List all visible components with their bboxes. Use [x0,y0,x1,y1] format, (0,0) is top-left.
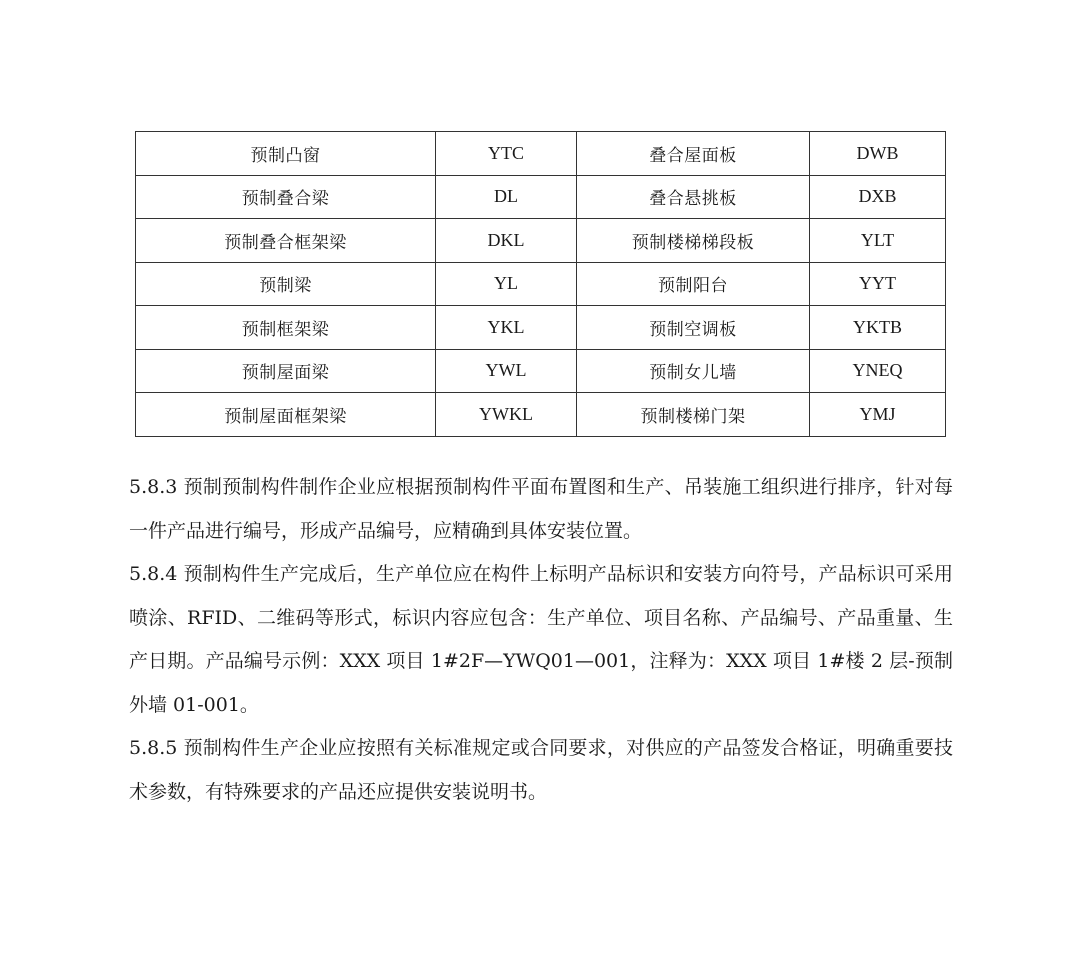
component-name-cell: 预制框架梁 [136,306,436,350]
table-row [136,262,946,306]
body-text [129,466,953,814]
component-code-cell: DXB [810,175,946,219]
clause-5-8-3-paragraph: 5.8.3 预制预制构件制作企业应根据预制构件平面布置图和生产、吊装施工组织进行排序，针对每一件产品进行编号，形成产品编号，应精确到具体安装位置。 [129,476,953,542]
component-name-cell: 预制楼梯门架 [577,393,810,437]
component-name-cell: 预制梁 [136,262,436,306]
component-name-cell: 预制楼梯梯段板 [577,219,810,263]
component-code-cell: DL [436,175,577,219]
component-name-cell: 叠合屋面板 [577,132,810,176]
component-code-cell: YLT [810,219,946,263]
table-row [136,175,946,219]
component-name-cell: 预制空调板 [577,306,810,350]
table-row [136,132,946,176]
component-code-cell: YWL [436,349,577,393]
component-code-cell: DWB [810,132,946,176]
component-code-cell: YL [436,262,577,306]
component-code-cell: YYT [810,262,946,306]
component-code-cell: YTC [436,132,577,176]
component-name-cell: 预制凸窗 [136,132,436,176]
clause-5-8-4-paragraph: 5.8.4 预制构件生产完成后，生产单位应在构件上标明产品标识和安装方向符号，产品标识可采用喷涂、RFID、二维码等形式，标识内容应包含：生产单位、项目名称、产品编号、产品重量、生产日期。产品编号示例：XXX 项目 1#2F—YWQ01—001，注释为：XXX 项目 1#楼 2 层-预制外墙 01-001。 [129,563,953,716]
table-row [136,219,946,263]
table-row [136,393,946,437]
component-code-cell: YKL [436,306,577,350]
clause-5-8-5-paragraph: 5.8.5 预制构件生产企业应按照有关标准规定或合同要求，对供应的产品签发合格证，明确重要技术参数，有特殊要求的产品还应提供安装说明书。 [129,737,953,803]
component-code-cell: YKTB [810,306,946,350]
component-code-cell: DKL [436,219,577,263]
component-name-cell: 预制屋面梁 [136,349,436,393]
component-name-cell: 预制叠合框架梁 [136,219,436,263]
component-name-cell: 预制女儿墙 [577,349,810,393]
table-row [136,306,946,350]
component-name-cell: 预制叠合梁 [136,175,436,219]
component-code-cell: YMJ [810,393,946,437]
component-name-cell: 预制屋面框架梁 [136,393,436,437]
table-row [136,349,946,393]
component-code-cell: YNEQ [810,349,946,393]
component-name-cell: 叠合悬挑板 [577,175,810,219]
component-code-cell: YWKL [436,393,577,437]
component-code-table [135,131,946,437]
component-name-cell: 预制阳台 [577,262,810,306]
